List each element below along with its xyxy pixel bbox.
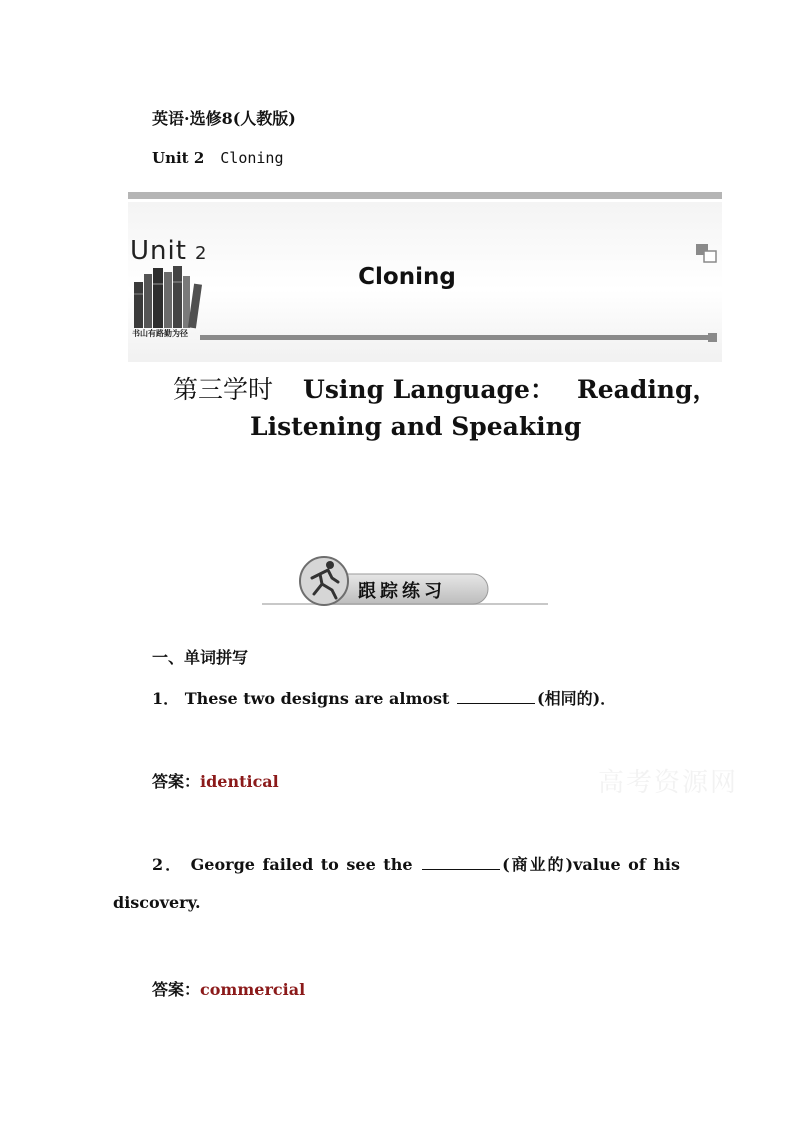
book-header: 英语·选修8(人教版) <box>152 109 296 128</box>
unit-header <box>152 149 284 167</box>
question-text: These two designs are almost <box>184 689 450 708</box>
answer-label: 答案： <box>152 772 201 791</box>
corner-squares-icon <box>696 244 718 264</box>
lesson-title-part1: Using Language： <box>303 375 555 404</box>
answer-1 <box>152 769 279 792</box>
lesson-title-line2: Listening and Speaking <box>250 412 582 441</box>
lesson-label: 第三学时 <box>173 375 274 404</box>
unit-title: Cloning <box>220 149 284 167</box>
question-number: 1． <box>152 689 180 708</box>
unit-banner <box>128 192 722 364</box>
question-hint: (商业的)value of his <box>502 855 680 874</box>
banner-title: Cloning <box>358 264 456 290</box>
answer-value: identical <box>200 772 279 791</box>
section-heading: 一、单词拼写 <box>152 648 249 667</box>
question-hint: (相同的)． <box>537 689 617 708</box>
question-2 <box>152 852 680 875</box>
answer-blank <box>422 855 500 870</box>
question-1 <box>152 686 616 709</box>
books-icon <box>132 264 202 330</box>
practice-badge <box>262 554 548 610</box>
answer-label: 答案： <box>152 980 201 999</box>
watermark: 高考资源网 <box>598 768 739 798</box>
banner-top-bar <box>128 192 722 199</box>
banner-motto: 书山有路勤为径 <box>132 329 188 338</box>
banner-bottom-bar <box>200 335 714 340</box>
banner-unit-word: Unit <box>130 236 187 266</box>
banner-unit-number: 2 <box>195 243 207 264</box>
question-text: George failed to see the <box>190 855 413 874</box>
unit-label: Unit 2 <box>152 149 205 167</box>
question-2-continued: discovery. <box>113 893 201 912</box>
lesson-title-part2: Reading， <box>576 375 718 404</box>
practice-badge-label: 跟踪练习 <box>358 581 446 602</box>
lesson-title-line1 <box>173 370 717 406</box>
answer-2 <box>152 977 305 1000</box>
banner-end-square <box>708 333 717 342</box>
banner-panel <box>128 202 722 362</box>
question-number: 2． <box>152 855 184 874</box>
answer-blank <box>457 689 535 704</box>
answer-value: commercial <box>200 980 306 999</box>
